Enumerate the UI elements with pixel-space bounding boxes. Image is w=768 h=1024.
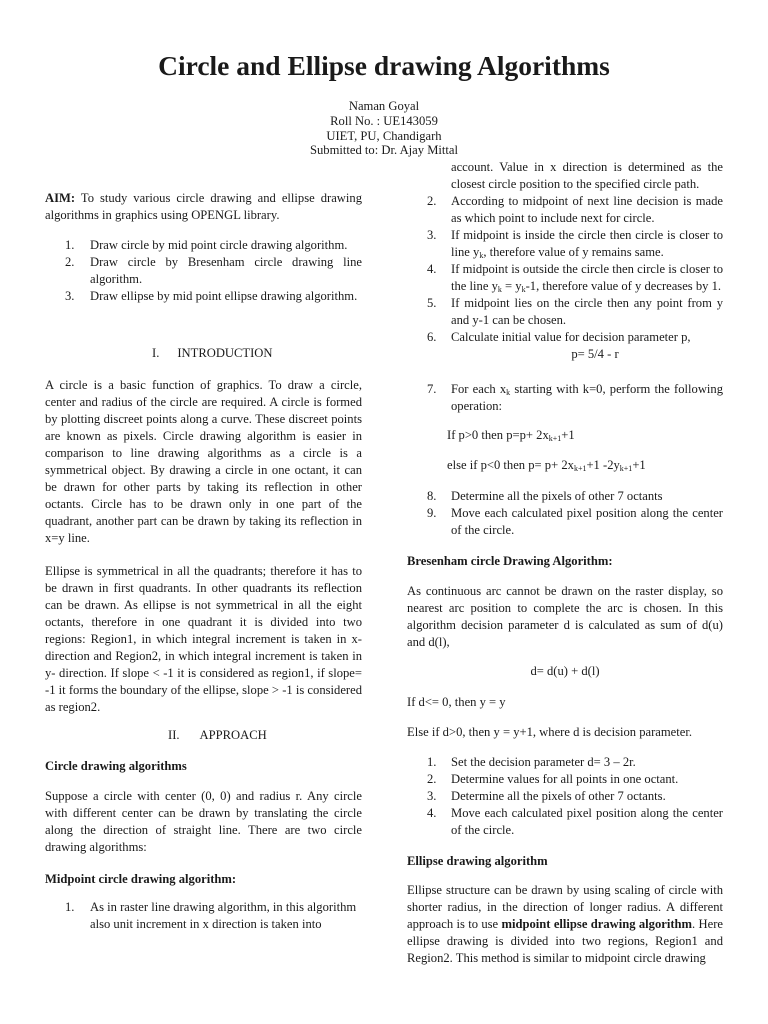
bresenham-condition-1: If d<= 0, then y = y — [407, 695, 506, 709]
author-block — [0, 99, 768, 158]
midpoint-step-1: 1. As in raster line drawing algorithm, in this algorithm also unit increment in x direction is taken into — [65, 900, 357, 931]
subheading-circle: Circle drawing algorithms — [45, 759, 187, 773]
midpoint-steps — [407, 159, 723, 363]
bres-step-1: 1. Set the decision parameter d= 3 – 2r. — [427, 755, 636, 769]
step-2: 2. According to midpoint of next line decision is made as which point to include next for circle. — [427, 194, 723, 225]
circle-paragraph: Suppose a circle with center (0, 0) and radius r. Any circle with different center can be drawn by translating the circle along the direction of straight line. There are two circle drawing algorithms: — [45, 789, 362, 854]
aim-label: AIM: — [45, 191, 76, 205]
step-8: 8. Determine all the pixels of other 7 octants — [427, 489, 663, 503]
section-heading-approach — [168, 728, 267, 743]
subheading-ellipse: Ellipse drawing algorithm — [407, 854, 548, 868]
aim-item: 1. Draw circle by mid point circle drawing algorithm. — [65, 238, 348, 252]
author-name: Naman Goyal — [348, 99, 420, 113]
aim-list — [45, 237, 362, 305]
section-number: II. — [168, 728, 180, 742]
aim-text: To study various circle drawing and ellipse drawing algorithms in graphics using OPENGL library. — [45, 191, 362, 222]
subheading-bresenham: Bresenham circle Drawing Algorithm: — [407, 554, 613, 568]
bres-step-2: 2. Determine values for all points in one octant. — [427, 772, 679, 786]
submitted-to: Submitted to: Dr. Ajay Mittal — [310, 143, 458, 158]
bresenham-equation: d= d(u) + d(l) — [530, 664, 600, 678]
institute: UIET, PU, Chandigarh — [326, 128, 442, 143]
intro-paragraph-2: Ellipse is symmetrical in all the quadrants; therefore it has to be drawn in first quadrants. In other quadrants its reflection can be drawn. As ellipse is not symmetrical in all the eight octants, therefore in one quadrant it is divided into two regions: Region1, in which integral increment is taken in x-direction and Region2, in which integral increment is taken in y- direction. If slope < -1 it is considered as region1, if slope= -1 it forms the boundary of the ellipse, slope > -1 is considered as region2. — [45, 564, 362, 714]
bres-step-3: 3. Determine all the pixels of other 7 octants. — [427, 789, 666, 803]
bresenham-condition-2: Else if d>0, then y = y+1, where d is decision parameter. — [407, 725, 693, 739]
aim-item: 3. Draw ellipse by mid point ellipse drawing algorithm. — [65, 289, 358, 303]
section-title: APPROACH — [199, 728, 267, 742]
bres-step-4: 4. Move each calculated pixel position along the center of the circle. — [427, 806, 723, 837]
section-number: I. — [152, 346, 160, 360]
aim-item: 2. Draw circle by Bresenham circle drawing line algorithm. — [65, 255, 362, 286]
midpoint-steps-end — [407, 488, 723, 539]
step-3: 3. If midpoint is inside the circle then circle is closer to line $y_k$, therefore value of y remains same. — [427, 228, 723, 260]
step-4: 4. If midpoint is outside the circle then circle is closer to the line $y_k = y_k-1$, therefore value of y decreases by 1. — [427, 262, 723, 294]
section-heading-intro — [152, 346, 273, 361]
update-rule-1: If p>0 then $p=p+ 2x_{k+1}+1$ — [447, 428, 575, 443]
step-7: 7. For each $x_k$ starting with k=0, perform the following operation: — [427, 382, 724, 413]
step-6: 6. Calculate initial value for decision parameter p, — [427, 330, 691, 344]
section-title: INTRODUCTION — [177, 346, 273, 360]
roll-number: Roll No. : UE143059 — [330, 113, 438, 128]
subheading-midpoint: Midpoint circle drawing algorithm: — [45, 872, 237, 886]
initial-decision-equation: p= 5/4 - r — [571, 347, 619, 361]
ellipse-paragraph: Ellipse structure can be drawn by using scaling of circle with shorter radius, in the direction of longer radius. A different approach is to use midpoint ellipse drawing algorithm. Here ellipse drawing is divided into two regions, Region1 and Region2. This method is similar to midpoint circle drawing — [407, 883, 724, 965]
step-9: 9. Move each calculated pixel position along the center of the circle. — [427, 506, 723, 537]
bresenham-steps — [407, 754, 723, 839]
bresenham-paragraph: As continuous arc cannot be drawn on the raster display, so nearest arc position to complete the arc is chosen. In this algorithm decision parameter d is calculated as sum of d(u) and d(l), — [407, 584, 723, 649]
paper-title: Circle and Ellipse drawing Algorithms — [158, 50, 610, 81]
step-5: 5. If midpoint lies on the circle then any point from y and y-1 can be chosen. — [427, 296, 723, 327]
aim-paragraph — [45, 190, 362, 224]
ellipse-bold-term: midpoint ellipse drawing algorithm — [501, 917, 693, 931]
update-rule-2: else if p<0 then $p= p+ 2x_{k+1}+1$ $-2y_{k+1}+1$ — [447, 458, 646, 473]
intro-paragraph-1: A circle is a basic function of graphics. To draw a circle, center and radius of the circle are required. A circle is formed by plotting discreet points along a curve. These discreet points are known as pixels. Circle drawing algorithm is easier in comparison to line drawing algorithms as a circle is a symmetrical object. By drawing a circle in one octant, it can be drawn for other parts by taking its reflection in other octants. Circle has to be drawn only in one part of the quadrant, another part can be drawn by taking its reflection in x=y line. — [45, 378, 362, 545]
step-continuation: account. Value in x direction is determined as the closest circle position to the specified circle path. — [451, 160, 723, 191]
